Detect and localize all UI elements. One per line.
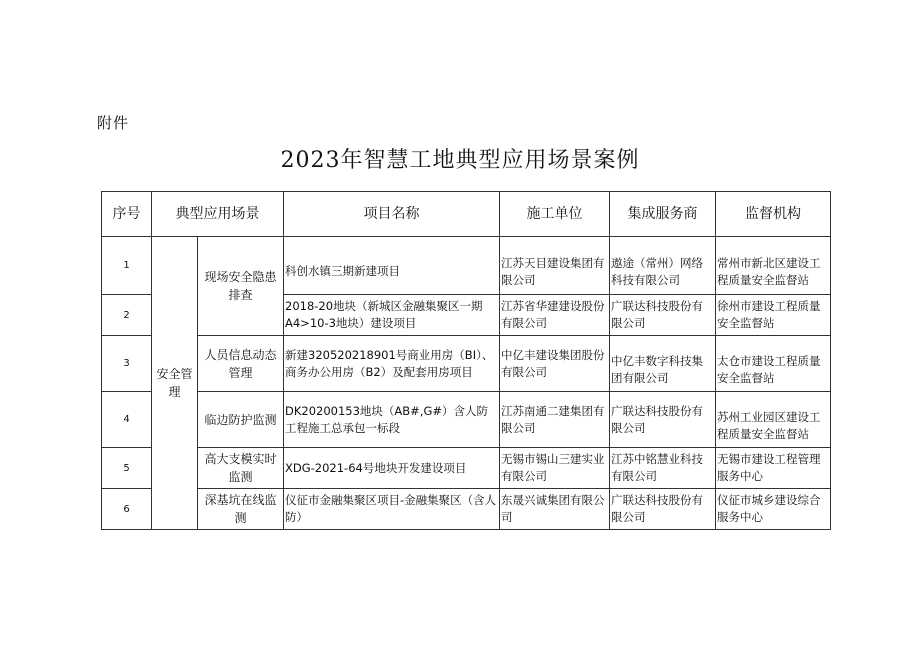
case-table [101,191,831,530]
scene-cell: 现场安全隐患排查 [198,237,284,336]
supervisor-cell [716,336,831,392]
builder-cell [500,392,610,448]
supervisor-name: 常州市新北区建设工程质量安全监督站 [717,255,821,287]
integrator-name: 遨途（常州）网络科技有限公司 [611,255,703,287]
header-no: 序号 [102,192,152,237]
integrator-name: 广联达科技股份有限公司 [611,403,703,435]
supervisor-name: 徐州市建设工程质量安全监督站 [717,299,821,330]
builder-name: 江苏南通二建集团有限公司 [501,403,605,435]
table-row [102,392,831,448]
supervisor-name: 太仓市建设工程质量安全监督站 [717,353,821,385]
header-scene: 典型应用场景 [152,192,284,237]
scene-cell: 高大支模实时监测 [198,448,284,489]
row-number: 2 [102,295,152,336]
project-cell [284,448,500,489]
project-name: 新建320520218901号商业用房（BI）、商务办公用房（B2）及配套用房项目 [285,347,494,379]
project-name: 2018-20地块（新城区金融集聚区一期A4>10-3地块）建设项目 [285,299,483,330]
integrator-name: 广联达科技股份有限公司 [611,299,703,330]
supervisor-cell [716,295,831,336]
header-builder: 施工单位 [500,192,610,237]
scene-cell: 人员信息动态管理 [198,336,284,392]
integrator-name: 江苏中铭慧业科技有限公司 [611,452,703,483]
project-cell [284,489,500,530]
project-name: XDG-2021-64号地块开发建设项目 [285,460,467,475]
supervisor-name: 无锡市建设工程管理服务中心 [717,452,821,483]
builder-name: 江苏天目建设集团有限公司 [501,255,605,287]
scene-cell: 临边防护监测 [198,392,284,448]
integrator-cell [610,336,716,392]
builder-cell [500,237,610,295]
row-number: 4 [102,392,152,448]
builder-cell [500,336,610,392]
supervisor-name: 苏州工业园区建设工程质量安全监督站 [717,409,821,441]
integrator-cell [610,489,716,530]
integrator-cell [610,392,716,448]
project-name: 科创水镇三期新建项目 [285,264,400,278]
supervisor-cell [716,392,831,448]
builder-name: 无锡市锡山三建实业有限公司 [501,452,605,483]
builder-name: 中亿丰建设集团股份有限公司 [501,347,605,379]
supervisor-cell [716,448,831,489]
builder-cell [500,448,610,489]
project-name: 仪征市金融集聚区项目-金融集聚区（含人防） [285,493,497,524]
builder-cell [500,295,610,336]
table-row [102,489,831,530]
project-cell [284,295,500,336]
project-cell [284,237,500,295]
attachment-label: 附件 [97,114,130,132]
row-number: 1 [102,237,152,295]
header-supervisor: 监督机构 [716,192,831,237]
integrator-name: 中亿丰数字科技集团有限公司 [611,353,703,385]
scene-cell: 深基坑在线监测 [198,489,284,530]
header-integrator: 集成服务商 [610,192,716,237]
row-number: 3 [102,336,152,392]
project-cell [284,392,500,448]
supervisor-cell [716,489,831,530]
document-title: 2023年智慧工地典型应用场景案例 [280,148,640,173]
row-number: 6 [102,489,152,530]
table-header-row [102,192,831,237]
table-row [102,237,831,295]
integrator-cell [610,237,716,295]
project-cell [284,336,500,392]
header-project: 项目名称 [284,192,500,237]
builder-name: 东晟兴诚集团有限公司 [501,493,605,524]
integrator-cell [610,448,716,489]
supervisor-name: 仪征市城乡建设综合服务中心 [717,493,821,524]
integrator-name: 广联达科技股份有限公司 [611,493,703,524]
supervisor-cell [716,237,831,295]
category-cell: 安全管理 [152,237,198,530]
integrator-cell [610,295,716,336]
project-name: DK20200153地块（AB#,G#）含人防工程施工总承包一标段 [285,403,489,435]
builder-name: 江苏省华建建设股份有限公司 [501,299,605,330]
table-row [102,448,831,489]
row-number: 5 [102,448,152,489]
builder-cell [500,489,610,530]
table-row [102,336,831,392]
